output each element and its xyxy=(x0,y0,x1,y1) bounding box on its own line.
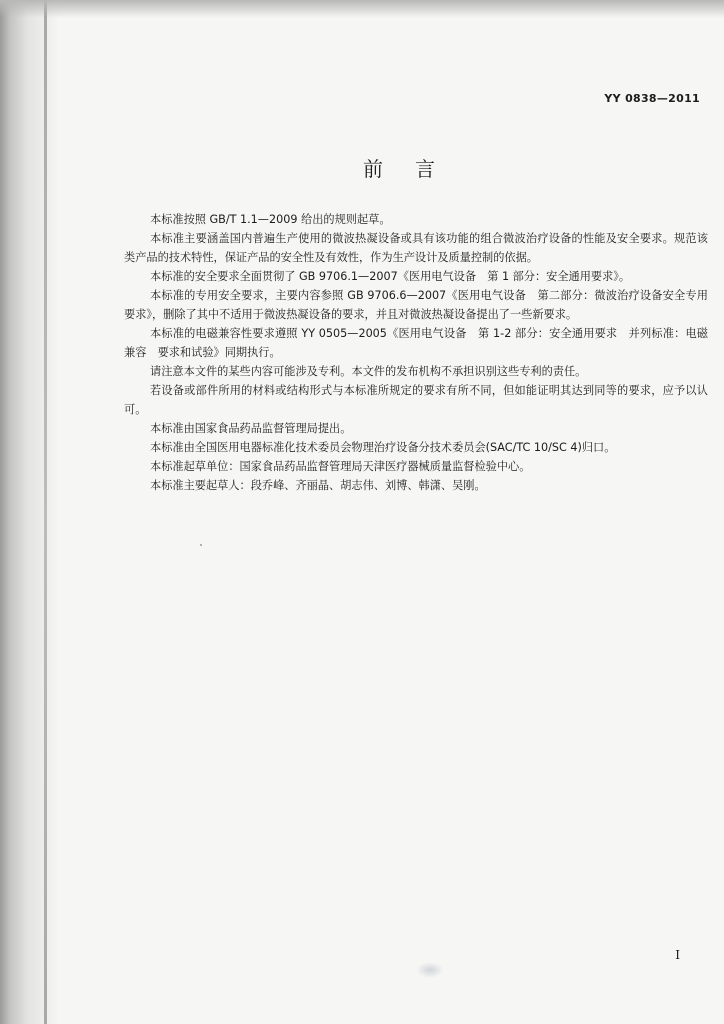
paragraph-equivalence: 若设备或部件所用的材料或结构形式与本标准所规定的要求有所不同，但如能证明其达到同等的要求，应予以认可。 xyxy=(124,384,708,416)
scan-smudge xyxy=(416,962,444,978)
paragraph-proposer: 本标准由国家食品药品监督管理局提出。 xyxy=(150,422,352,435)
paragraph-committee: 本标准由全国医用电器标准化技术委员会物理治疗设备分技术委员会(SAC/TC 10/SC 4)归口。 xyxy=(150,441,616,454)
page-title: 前言 xyxy=(363,157,467,181)
paragraph-scope: 本标准主要涵盖国内普遍生产使用的微波热凝设备或具有该功能的组合微波治疗设备的性能及安全要求。规范该类产品的技术特性，保证产品的安全性及有效性，作为生产设计及质量控制的依据。 xyxy=(124,232,708,264)
paragraph-safety-general: 本标准的安全要求全面贯彻了 GB 9706.1—2007《医用电气设备 第 1 部分：安全通用要求》。 xyxy=(150,270,631,283)
paragraph-safety-specific: 本标准的专用安全要求，主要内容参照 GB 9706.6—2007《医用电气设备 第二部分：微波治疗设备安全专用要求》，删除了其中不适用于微波热凝设备的要求，并且对微波热凝设备提出了一些新要求。 xyxy=(124,289,708,321)
paragraph-drafting-unit: 本标准起草单位：国家食品药品监督管理局天津医疗器械质量监督检验中心。 xyxy=(150,460,531,473)
scan-top-shadow xyxy=(0,0,724,18)
paragraph-drafting-rules: 本标准按照 GB/T 1.1—2009 给出的规则起草。 xyxy=(150,213,391,226)
document-number: YY 0838—2011 xyxy=(604,92,700,105)
paragraph-patent-notice: 请注意本文件的某些内容可能涉及专利。本文件的发布机构不承担识别这些专利的责任。 xyxy=(150,365,587,378)
paragraph-drafters: 本标准主要起草人：段乔峰、齐丽晶、胡志伟、刘博、韩潇、吴刚。 xyxy=(150,479,486,492)
page-number: I xyxy=(675,948,680,962)
scan-speck xyxy=(200,544,202,546)
foreword-body xyxy=(124,210,708,495)
paragraph-emc: 本标准的电磁兼容性要求遵照 YY 0505—2005《医用电气设备 第 1-2 部分：安全通用要求 并列标准：电磁兼容 要求和试验》同期执行。 xyxy=(124,327,708,359)
